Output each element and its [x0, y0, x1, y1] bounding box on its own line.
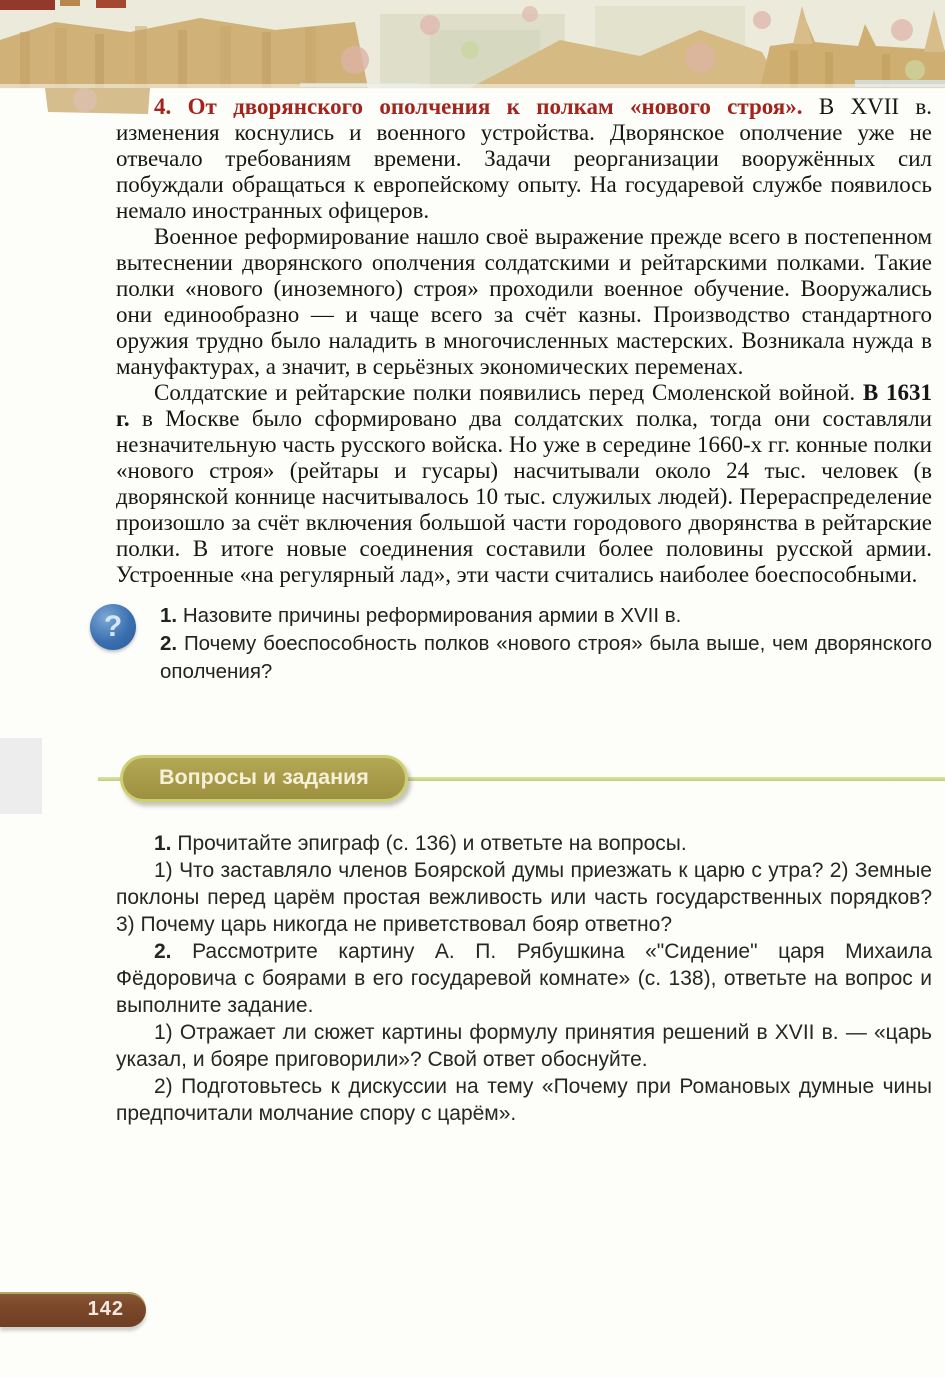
task-number: 1) [154, 859, 173, 882]
body-paragraph [116, 224, 932, 380]
tasks-section-header [116, 757, 932, 804]
paragraph-text: Военное реформирование нашло своё выражение прежде всего в постепенном вытеснении дворянского ополчения солдатскими и рейтарскими полками. Такие полки «нового (иноземного) строя» проходили военное обучение. Вооружались они единообразно — и чаще всего за счёт казны. Производство стандартного оружия трудно было наладить в многочисленных мастерских. Возникала нужда в мануфактурах, а значит, в серьёзных экономических переменах. [116, 224, 932, 379]
inline-questions-block [90, 602, 932, 686]
main-text-column [103, 94, 933, 1127]
task-item [116, 1019, 932, 1073]
task-text: Подготовьтесь к дискуссии на тему «Почему при Романовых думные чины предпочитали молчание спору с царём». [116, 1075, 932, 1125]
task-number: 1. [154, 832, 172, 855]
question-text: Почему боеспособность полков «нового строя» была выше, чем дворянского ополчения? [160, 632, 932, 683]
task-number: 2. [154, 940, 172, 963]
task-item [116, 857, 932, 938]
task-item [116, 830, 932, 857]
task-text: Прочитайте эпиграф (с. 136) и ответьте на вопросы. [177, 832, 687, 855]
task-number: 2) [154, 1075, 173, 1098]
page-edge-tab [0, 738, 42, 814]
section-heading: 4. От дворянского ополчения к полкам «нового строя». [154, 94, 803, 119]
question-number: 1. [160, 604, 178, 627]
question-mark-icon: ? [90, 604, 136, 650]
question-number: 2. [160, 632, 178, 655]
task-text: Рассмотрите картину А. П. Рябушкина «"Сидение" царя Михаила Фёдоровича с боярами в его государевой комнате» (с. 138), ответьте на вопрос и выполните задание. [116, 940, 932, 1017]
paragraph-text: Солдатские и рейтарские полки появились перед Смоленской войной. [154, 380, 863, 405]
paragraph-text: В XVII в. изменения коснулись и военного устройства. Дворянское ополчение уже не отвечало требованиям времени. Задачи реорганизации вооружённых сил побуждали обращаться к европейскому опыту. На государевой службе появилось немало иностранных офицеров. [116, 94, 933, 223]
question-text: Назовите причины реформирования армии в XVII в. [182, 604, 682, 627]
task-text: Что заставляло членов Боярской думы приезжать к царю с утра? 2) Земные поклоны перед царём простая вежливость или часть государственных порядков? 3) Почему царь никогда не приветствовал бояр ответно? [116, 859, 932, 936]
date-highlight: В 1631 г. [116, 380, 933, 431]
page-number-tab [0, 1292, 146, 1327]
page-number: 142 [87, 1298, 124, 1320]
task-number: 1) [154, 1021, 173, 1044]
task-item [116, 1073, 932, 1127]
task-text: Отражает ли сюжет картины формулу принятия решений в XVII в. — «царь указал, и бояре приговорили»? Свой ответ обоснуйте. [116, 1021, 932, 1071]
paragraph-text: в Москве было сформировано два солдатских полка, тогда они составляли незначительную часть русского войска. Но уже в середине 1660-х гг. конные полки «нового строя» (рейтары и гусары) насчитывали около 24 тыс. человек (в дворянской коннице насчитывалось 10 тыс. служилых людей). Перераспределение произошло за счёт включения большой части городового дворянства в рейтарские полки. В итоге новые соединения составили более половины русской армии. Устроенные «на регулярный лад», эти части считались наиболее боеспособными. [116, 406, 932, 587]
tasks-list [116, 830, 932, 1127]
inline-question [160, 602, 932, 630]
task-item [116, 938, 932, 1019]
inline-question [160, 630, 932, 686]
body-paragraph [116, 380, 932, 588]
body-paragraph [116, 94, 932, 224]
tasks-section-badge: Вопросы и задания [120, 755, 408, 802]
